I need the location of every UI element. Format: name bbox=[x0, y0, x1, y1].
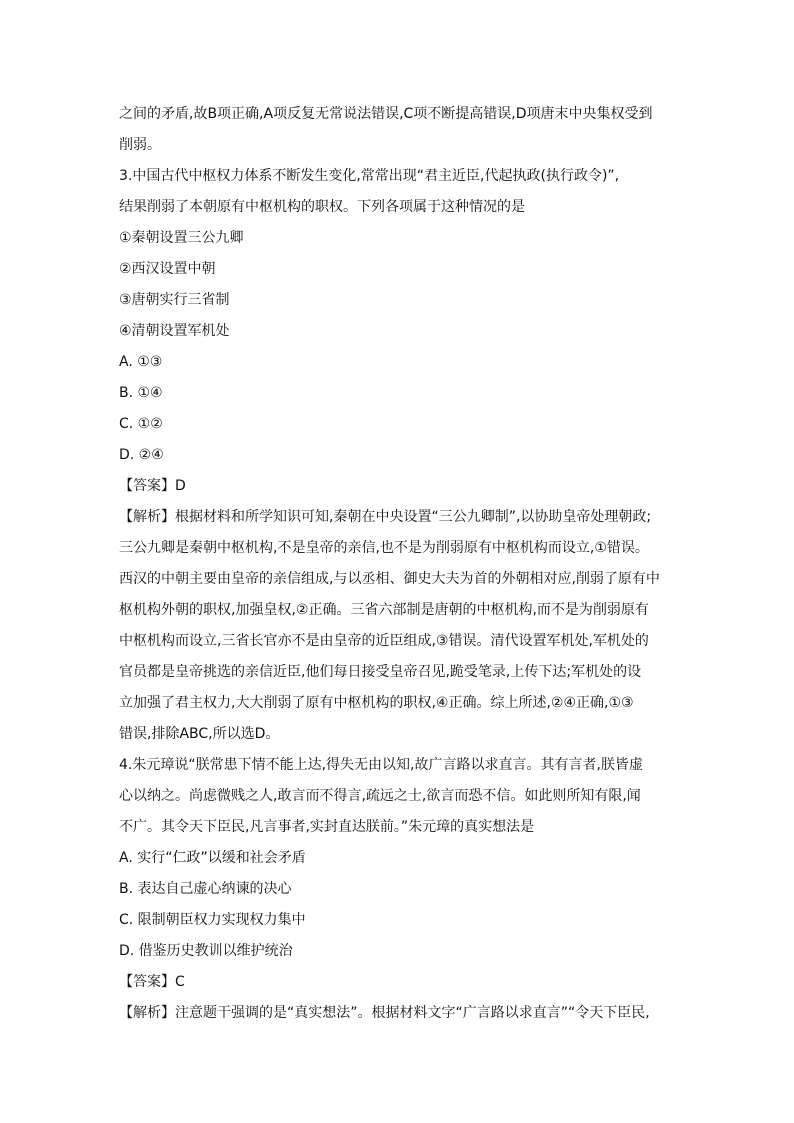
question-3-stem: 3.中国古代中枢权力体系不断发生变化,常常出现“君主近臣,代起执政(执行政令)”, bbox=[119, 168, 620, 184]
question-4-option-a: A. 实行“仁政”以缓和社会矛盾 bbox=[119, 850, 306, 866]
question-4-option-d: D. 借鉴历史教训以维护统治 bbox=[119, 943, 293, 959]
question-4-option-b: B. 表达自己虚心纳谏的决心 bbox=[119, 881, 292, 897]
question-3-option-c: C. ①② bbox=[119, 416, 163, 432]
question-3-item-2: ②西汉设置中朝 bbox=[119, 261, 216, 277]
question-3-analysis: 枢机构外朝的职权,加强皇权,②正确。三省六部制是唐朝的中枢机构,而不是为削弱原有 bbox=[119, 602, 649, 618]
question-4-analysis: 【解析】注意题干强调的是“真实想法”。根据材料文字“广言路以求直言”“令天下臣民, bbox=[119, 1005, 650, 1021]
question-3-item-4: ④清朝设置军机处 bbox=[119, 323, 230, 339]
question-4-stem: 不广。其令天下臣民,凡言事者,实封直达朕前。”朱元璋的真实想法是 bbox=[119, 819, 535, 835]
text-line: 削弱。 bbox=[119, 137, 161, 153]
question-3-item-1: ①秦朝设置三公九卿 bbox=[119, 230, 244, 246]
question-3-answer: 【答案】D bbox=[119, 478, 186, 494]
question-4-answer: 【答案】C bbox=[119, 974, 185, 990]
question-3-analysis: 【解析】根据材料和所学知识可知,秦朝在中央设置“三公九卿制”,以协助皇帝处理朝政; bbox=[119, 509, 652, 525]
question-3-stem: 结果削弱了本朝原有中枢机构的职权。下列各项属于这种情况的是 bbox=[119, 199, 525, 215]
question-3-analysis: 西汉的中朝主要由皇帝的亲信组成,与以丞相、御史大夫为首的外朝相对应,削弱了原有中 bbox=[119, 571, 660, 587]
question-3-analysis: 错误,排除ABC,所以选D。 bbox=[119, 726, 280, 742]
text-line: 之间的矛盾,故B项正确,A项反复无常说法错误,C项不断提高错误,D项唐末中央集权受到 bbox=[119, 106, 653, 122]
question-3-option-b: B. ①④ bbox=[119, 385, 163, 401]
question-3-analysis: 中枢机构而设立,三省长官亦不是由皇帝的近臣组成,③错误。清代设置军机处,军机处的 bbox=[119, 633, 649, 649]
question-4-stem: 心以纳之。尚虑微贱之人,敢言而不得言,疏远之士,欲言而恐不信。如此则所知有限,闻 bbox=[119, 788, 641, 804]
question-3-item-3: ③唐朝实行三省制 bbox=[119, 292, 230, 308]
question-3-option-a: A. ①③ bbox=[119, 354, 163, 370]
question-4-option-c: C. 限制朝臣权力实现权力集中 bbox=[119, 912, 306, 928]
question-4-stem: 4.朱元璋说“朕常患下情不能上达,得失无由以知,故广言路以求直言。其有言者,朕皆虚 bbox=[119, 757, 643, 773]
question-3-analysis: 官员都是皇帝挑选的亲信近臣,他们每日接受皇帝召见,跪受笔录,上传下达;军机处的设 bbox=[119, 664, 642, 680]
document-page bbox=[119, 99, 679, 1029]
question-3-analysis: 立加强了君主权力,大大削弱了原有中枢机构的职权,④正确。综上所述,②④正确,①③ bbox=[119, 695, 634, 711]
question-3-option-d: D. ②④ bbox=[119, 447, 164, 463]
question-3-analysis: 三公九卿是秦朝中枢机构,不是皇帝的亲信,也不是为削弱原有中枢机构而设立,①错误。 bbox=[119, 540, 649, 556]
